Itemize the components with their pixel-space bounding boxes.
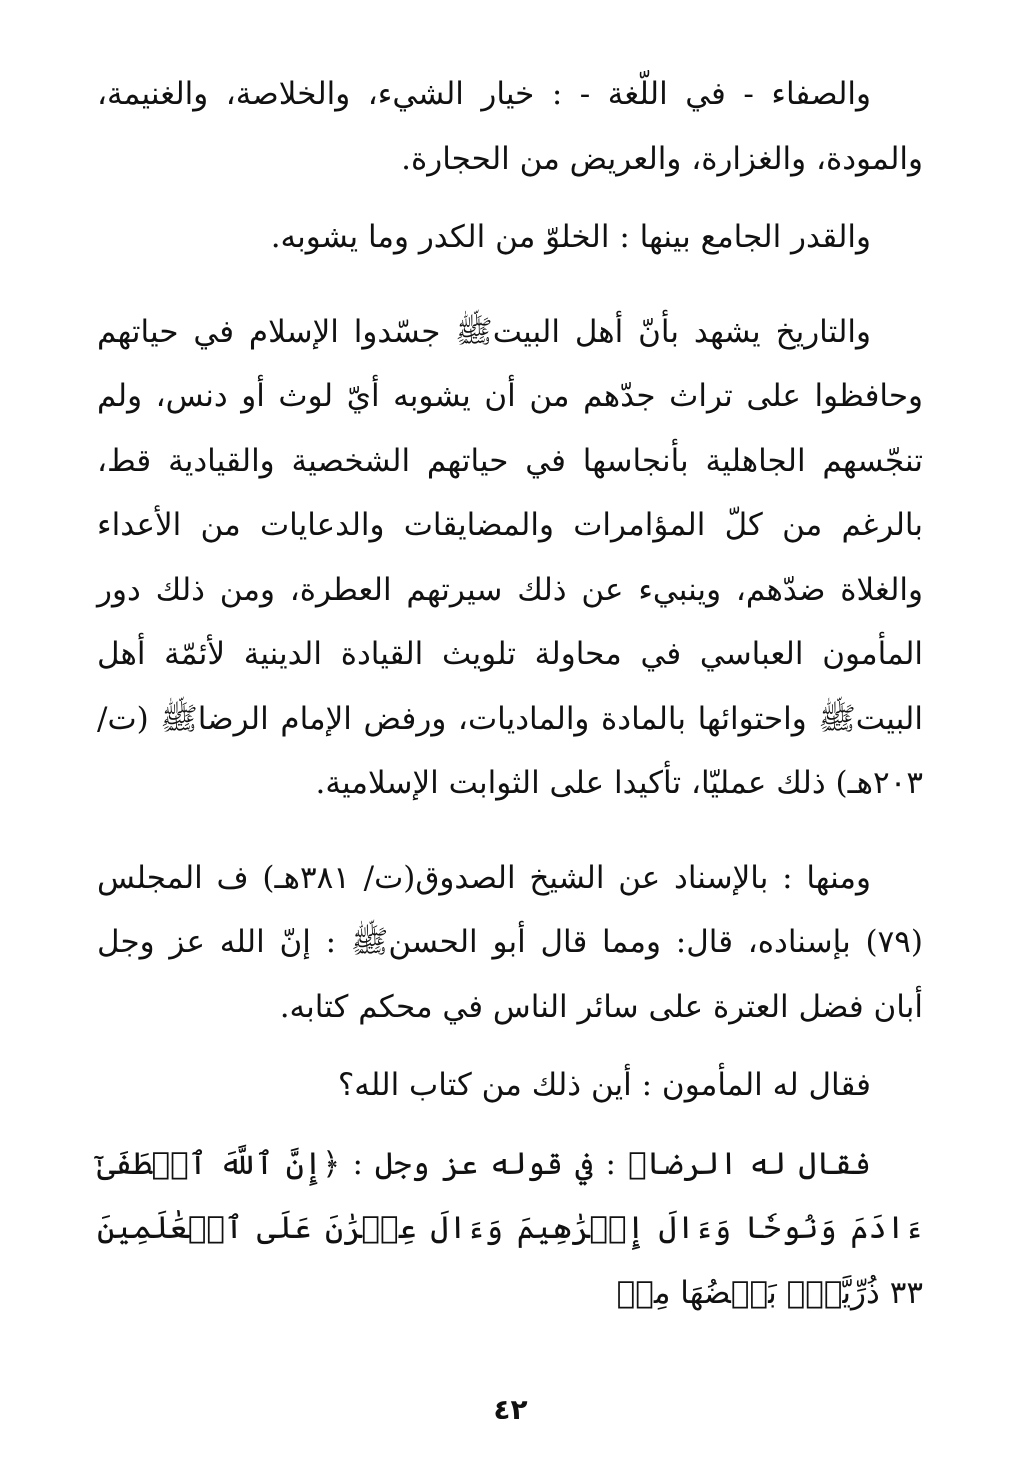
paragraph-mamun-question: فقال له المأمون : أين ذلك من كتاب الله؟ [337,1067,871,1103]
paragraph-narration: ومنها : بالإسناد عن الشيخ الصدوق(ت/ ٣٨١هـ) ف المجلس (٧٩) بإسناده، قال: ومما قال أبو الحسنﷺ : إنّ الله عز وجل أبان فضل العترة على سائر الناس في محكم كتابه. [97,859,923,1025]
paragraph-rida-answer: فقال له الرضاﷺ : في قوله عز وجل : ﴿إِنَّ ٱللَّهَ ٱصۡطَفَىٰٓ ءَادَمَ وَنُوحٗا وَءَالَ إِبۡرَٰهِيمَ وَءَالَ عِمۡرَٰنَ عَلَى ٱلۡعَٰلَمِينَ ٣٣ ذُرِّيَّةَۢ بَعۡضُهَا مِنۢ [97,1145,923,1311]
page-body [97,62,923,1325]
paragraph-purity-definition: والصفاء - في اللّغة - : خيار الشيء، والخلاصة، والغنيمة، والمودة، والغزارة، والعريض من الحجارة. [97,76,923,177]
page-number: ٤٢ [493,1393,528,1426]
paragraph-common-meaning: والقدر الجامع بينها : الخلوّ من الكدر وما يشوبه. [270,219,871,255]
paragraph-history: والتاريخ يشهد بأنّ أهل البيتﷺ جسّدوا الإسلام في حياتهم وحافظوا على تراث جدّهم من أن يشوبه أيّ لوث أو دنس، ولم تنجّسهم الجاهلية بأنجاسها في حياتهم الشخصية والقيادية قط، بالرغم من كلّ المؤامرات والمضايقات والدعايات من الأعداء والغلاة ضدّهم، وينبيء عن ذلك سيرتهم العطرة، ومن ذلك دور المأمون العباسي في محاولة تلويث القيادة الدينية لأئمّة أهل البيتﷺ واحتوائها بالمادة والماديات، ورفض الإمام الرضاﷺ (ت/٢٠٣هـ) ذلك عمليّا، تأكيدا على الثوابت الإسلامية. [97,313,923,801]
